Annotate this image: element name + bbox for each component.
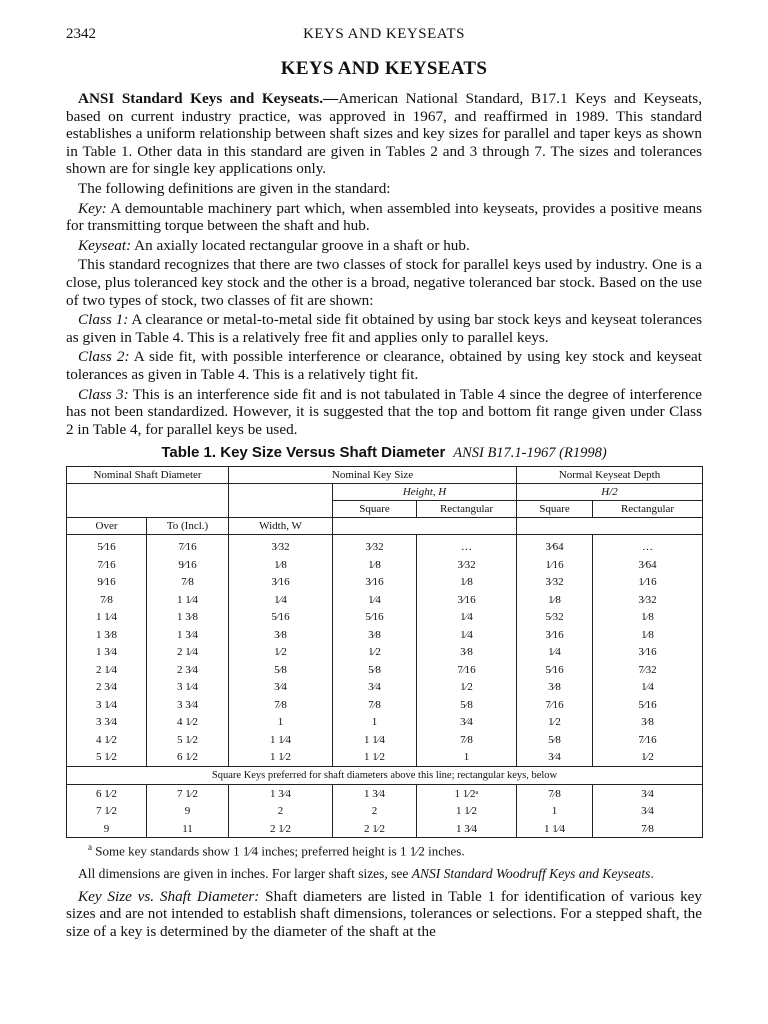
table-cell: 9⁄16	[147, 556, 229, 574]
table-cell: 1⁄8	[417, 573, 517, 591]
table-cell: 1⁄4	[333, 591, 417, 609]
table-cell: 1 3⁄4	[417, 820, 517, 838]
table-cell: 1	[229, 713, 333, 731]
table-row	[67, 802, 703, 820]
table-row	[67, 626, 703, 644]
table-footnote: $^a$ Some key standards show 1 1⁄4 inches; preferred height is 1 1⁄2 inches.	[88, 842, 465, 859]
col-header-width: Width, W	[229, 518, 333, 535]
intro-paragraph	[66, 90, 702, 178]
table-cell: 1⁄4	[517, 643, 593, 661]
table-row	[67, 661, 703, 679]
depth-header: H/2	[517, 484, 703, 501]
table-cell: 1 1⁄4	[147, 591, 229, 609]
running-title: KEYS AND KEYSEATS	[303, 26, 465, 42]
table-cell: 4 1⁄2	[67, 731, 147, 749]
table-standard: ANSI B17.1-1967 (R1998)	[453, 445, 607, 462]
table-cell: 3⁄16	[593, 643, 703, 661]
key-definition: Key: A demountable machinery part which, when assembled into keyseats, provides a positive means for transmitting torque between the shaft and hub.	[66, 199, 702, 235]
table-cell: 2 1⁄2	[229, 820, 333, 838]
table-cell: 1⁄2	[593, 748, 703, 766]
section-title: KEYS AND KEYSEATS	[280, 58, 488, 79]
table-cell: 1 1⁄4	[517, 820, 593, 838]
table-row	[67, 535, 703, 556]
col-header-over: Over	[67, 518, 147, 535]
table-cell: 1⁄2	[517, 713, 593, 731]
intro-lead: ANSI Standard Keys and Keyseats.—	[78, 90, 339, 107]
group-header-key-size: Nominal Key Size	[229, 467, 517, 484]
table-cell: 1 3⁄8	[67, 626, 147, 644]
table-cell: 5 1⁄2	[67, 748, 147, 766]
table-cell: 1 1⁄2ᵃ	[417, 784, 517, 802]
table-cell: 1⁄16	[593, 573, 703, 591]
table-cell: 2 3⁄4	[147, 661, 229, 679]
table-cell: 1 1⁄4	[229, 731, 333, 749]
table-row	[67, 591, 703, 609]
table-cell: 5⁄32	[517, 608, 593, 626]
classes-intro: This standard recognizes that there are two classes of stock for parallel keys used by industry. One is a close, plus toleranced key stock and the other is a broad, negative toleranced bar stock. Based on the use of two types of stock, two classes of fit are shown:	[66, 256, 702, 309]
table-cell: 3⁄32	[229, 535, 333, 556]
table-cell: 3⁄16	[333, 573, 417, 591]
class-2-definition: Class 2: A side fit, with possible interference or clearance, obtained by using key stock and keyseat tolerances as given in Table 4. This is a relatively tight fit.	[66, 348, 703, 383]
table-cell: 2	[333, 802, 417, 820]
running-header	[66, 22, 702, 44]
table-cell: 3⁄64	[593, 556, 703, 574]
table-cell: 3⁄8	[593, 713, 703, 731]
intro-text: American National Standard, B17.1 Keys and Keyseats, based on current industry practice, was approved in 1967, and reaffirmed in 1989. This standard establishes a uniform relationship between shaft sizes and key sizes for parallel and taper keys as shown in Table 1. Other data in this standard are given in Tables 2 and 3 through 7. The sizes and tolerances shown are for single key applications only.	[66, 90, 702, 178]
group-header-keyseat-depth: Normal Keyseat Depth	[517, 467, 703, 484]
table-row	[67, 643, 703, 661]
table-row	[67, 608, 703, 626]
blank-header	[517, 518, 703, 535]
table-cell: 4 1⁄2	[147, 713, 229, 731]
table-cell: 3⁄4	[333, 678, 417, 696]
height-header: Height, H	[333, 484, 517, 501]
table-cell: 7⁄32	[593, 661, 703, 679]
table-cell: 3⁄8	[333, 626, 417, 644]
table-cell: 1⁄2	[417, 678, 517, 696]
table-cell: 7⁄8	[333, 696, 417, 714]
table-cell: 1 1⁄2	[417, 802, 517, 820]
table-cell: 3⁄4	[593, 784, 703, 802]
table-cell: 3⁄4	[517, 748, 593, 766]
table-cell: 5⁄16	[333, 608, 417, 626]
keyseat-definition: Keyseat: An axially located rectangular groove in a shaft or hub.	[78, 236, 470, 254]
table-cell: 1⁄4	[417, 626, 517, 644]
dimensions-note: All dimensions are given in inches. For larger shaft sizes, see ANSI Standard Woodruff Keys and Keyseats.	[78, 865, 654, 881]
table-cell: 7⁄8	[67, 591, 147, 609]
table-cell: 1⁄8	[229, 556, 333, 574]
table-cell: 3⁄64	[517, 535, 593, 556]
table-cell: 5⁄16	[67, 535, 147, 556]
table-cell: 1 3⁄4	[67, 643, 147, 661]
table-cell: 7⁄8	[593, 820, 703, 838]
class-1-definition: Class 1: A clearance or metal-to-metal side fit obtained by using bar stock keys and keyseat tolerances as given in Table 4. This is a relatively free fit and applies only to parallel keys.	[66, 311, 702, 346]
table-cell: 7⁄8	[147, 573, 229, 591]
table-cell: 5⁄8	[517, 731, 593, 749]
table-cell: 1	[417, 748, 517, 766]
definitions-intro: The following definitions are given in the standard:	[78, 179, 391, 197]
table-cell: 3⁄8	[517, 678, 593, 696]
table-cell: …	[593, 535, 703, 556]
table-cell: 3⁄32	[517, 573, 593, 591]
table-cell: 7⁄16	[67, 556, 147, 574]
table-cell: 3 1⁄4	[67, 696, 147, 714]
table-cell: 3⁄32	[593, 591, 703, 609]
table-caption	[66, 444, 702, 462]
table-cell: 1⁄16	[517, 556, 593, 574]
table-cell: 7⁄8	[229, 696, 333, 714]
table-cell: 3⁄32	[417, 556, 517, 574]
table-cell: 3⁄4	[593, 802, 703, 820]
table-row	[67, 696, 703, 714]
table-row	[67, 713, 703, 731]
table-cell: 7⁄16	[593, 731, 703, 749]
table-cell: 7⁄16	[147, 535, 229, 556]
table-row	[67, 820, 703, 838]
table-cell: 3⁄8	[417, 643, 517, 661]
table-row	[67, 573, 703, 591]
document-page	[66, 22, 702, 942]
table-cell: 3⁄16	[229, 573, 333, 591]
table-cell: 3⁄8	[229, 626, 333, 644]
col-header-depth-square: Square	[517, 501, 593, 518]
table-cell: 5⁄8	[229, 661, 333, 679]
table-cell: 2 1⁄4	[147, 643, 229, 661]
table-cell: 3⁄4	[417, 713, 517, 731]
table-cell: 7⁄16	[517, 696, 593, 714]
col-header-rectangular: Rectangular	[417, 501, 517, 518]
table-row	[67, 748, 703, 766]
table-cell: 2 1⁄2	[333, 820, 417, 838]
table-cell: 7⁄8	[417, 731, 517, 749]
table-cell: 5⁄16	[517, 661, 593, 679]
table-cell: 5⁄16	[593, 696, 703, 714]
table-cell: 5⁄8	[333, 661, 417, 679]
blank-header	[333, 518, 517, 535]
table-cell: 1⁄4	[417, 608, 517, 626]
table-cell: 3 3⁄4	[67, 713, 147, 731]
col-header-depth-rectangular: Rectangular	[593, 501, 703, 518]
key-size-table	[66, 466, 703, 838]
page-number: 2342	[66, 26, 96, 42]
table-cell: 1⁄8	[517, 591, 593, 609]
table-cell: 3⁄16	[517, 626, 593, 644]
table-cell: 1⁄8	[593, 626, 703, 644]
table-cell: 3⁄16	[417, 591, 517, 609]
table-cell: 1	[517, 802, 593, 820]
table-cell: 1 3⁄8	[147, 608, 229, 626]
table-body-upper	[67, 535, 703, 767]
table-cell: 5⁄8	[417, 696, 517, 714]
table-cell: 3⁄4	[229, 678, 333, 696]
table-cell: 1 3⁄4	[333, 784, 417, 802]
table-cell: 2 3⁄4	[67, 678, 147, 696]
table-cell: 1	[333, 713, 417, 731]
table-cell: 2	[229, 802, 333, 820]
table-cell: 1⁄2	[229, 643, 333, 661]
table-cell: 1⁄8	[333, 556, 417, 574]
blank-header	[67, 484, 229, 518]
table-cell: 7⁄16	[417, 661, 517, 679]
table-title: Table 1. Key Size Versus Shaft Diameter	[161, 444, 446, 462]
col-header-square: Square	[333, 501, 417, 518]
col-header-to-incl: To (Incl.)	[147, 518, 229, 535]
table-cell: 9	[67, 820, 147, 838]
table-cell: 9⁄16	[67, 573, 147, 591]
table-cell: 11	[147, 820, 229, 838]
table-row	[67, 678, 703, 696]
table-cell: 3 1⁄4	[147, 678, 229, 696]
table-cell: …	[417, 535, 517, 556]
table-cell: 1 3⁄4	[147, 626, 229, 644]
table-row	[67, 556, 703, 574]
table-cell: 1 1⁄2	[229, 748, 333, 766]
table-body-lower	[67, 784, 703, 838]
table-cell: 9	[147, 802, 229, 820]
key-size-paragraph: Key Size vs. Shaft Diameter: Shaft diameters are listed in Table 1 for identification of various key sizes and are not intended to establish shaft dimensions, tolerances or selections. For a stepped shaft, the size of a key is determined by the diameter of the shaft at the	[66, 887, 703, 940]
table-cell: 1⁄8	[593, 608, 703, 626]
table-row	[67, 731, 703, 749]
table-cell: 6 1⁄2	[67, 784, 147, 802]
table-cell: 1⁄4	[229, 591, 333, 609]
table-cell: 1 1⁄4	[333, 731, 417, 749]
table-cell: 6 1⁄2	[147, 748, 229, 766]
table-note-row: Square Keys preferred for shaft diameters above this line; rectangular keys, below	[67, 766, 703, 784]
table-cell: 1 3⁄4	[229, 784, 333, 802]
table-cell: 7 1⁄2	[67, 802, 147, 820]
table-cell: 5⁄16	[229, 608, 333, 626]
table-cell: 7⁄8	[517, 784, 593, 802]
blank-header	[229, 484, 333, 518]
table-row	[67, 784, 703, 802]
table-cell: 1 1⁄2	[333, 748, 417, 766]
group-header-shaft: Nominal Shaft Diameter	[67, 467, 229, 484]
class-3-definition: Class 3: This is an interference side fit and is not tabulated in Table 4 since the degree of interference has not been standardized. However, it is suggested that the top and bottom fit range given under Class 2 in Table 4, for parallel keys be used.	[66, 385, 702, 438]
table-cell: 1⁄4	[593, 678, 703, 696]
table-cell: 3 3⁄4	[147, 696, 229, 714]
table-cell: 1⁄2	[333, 643, 417, 661]
table-cell: 2 1⁄4	[67, 661, 147, 679]
table-cell: 1 1⁄4	[67, 608, 147, 626]
table-cell: 5 1⁄2	[147, 731, 229, 749]
table-cell: 7 1⁄2	[147, 784, 229, 802]
table-cell: 3⁄32	[333, 535, 417, 556]
